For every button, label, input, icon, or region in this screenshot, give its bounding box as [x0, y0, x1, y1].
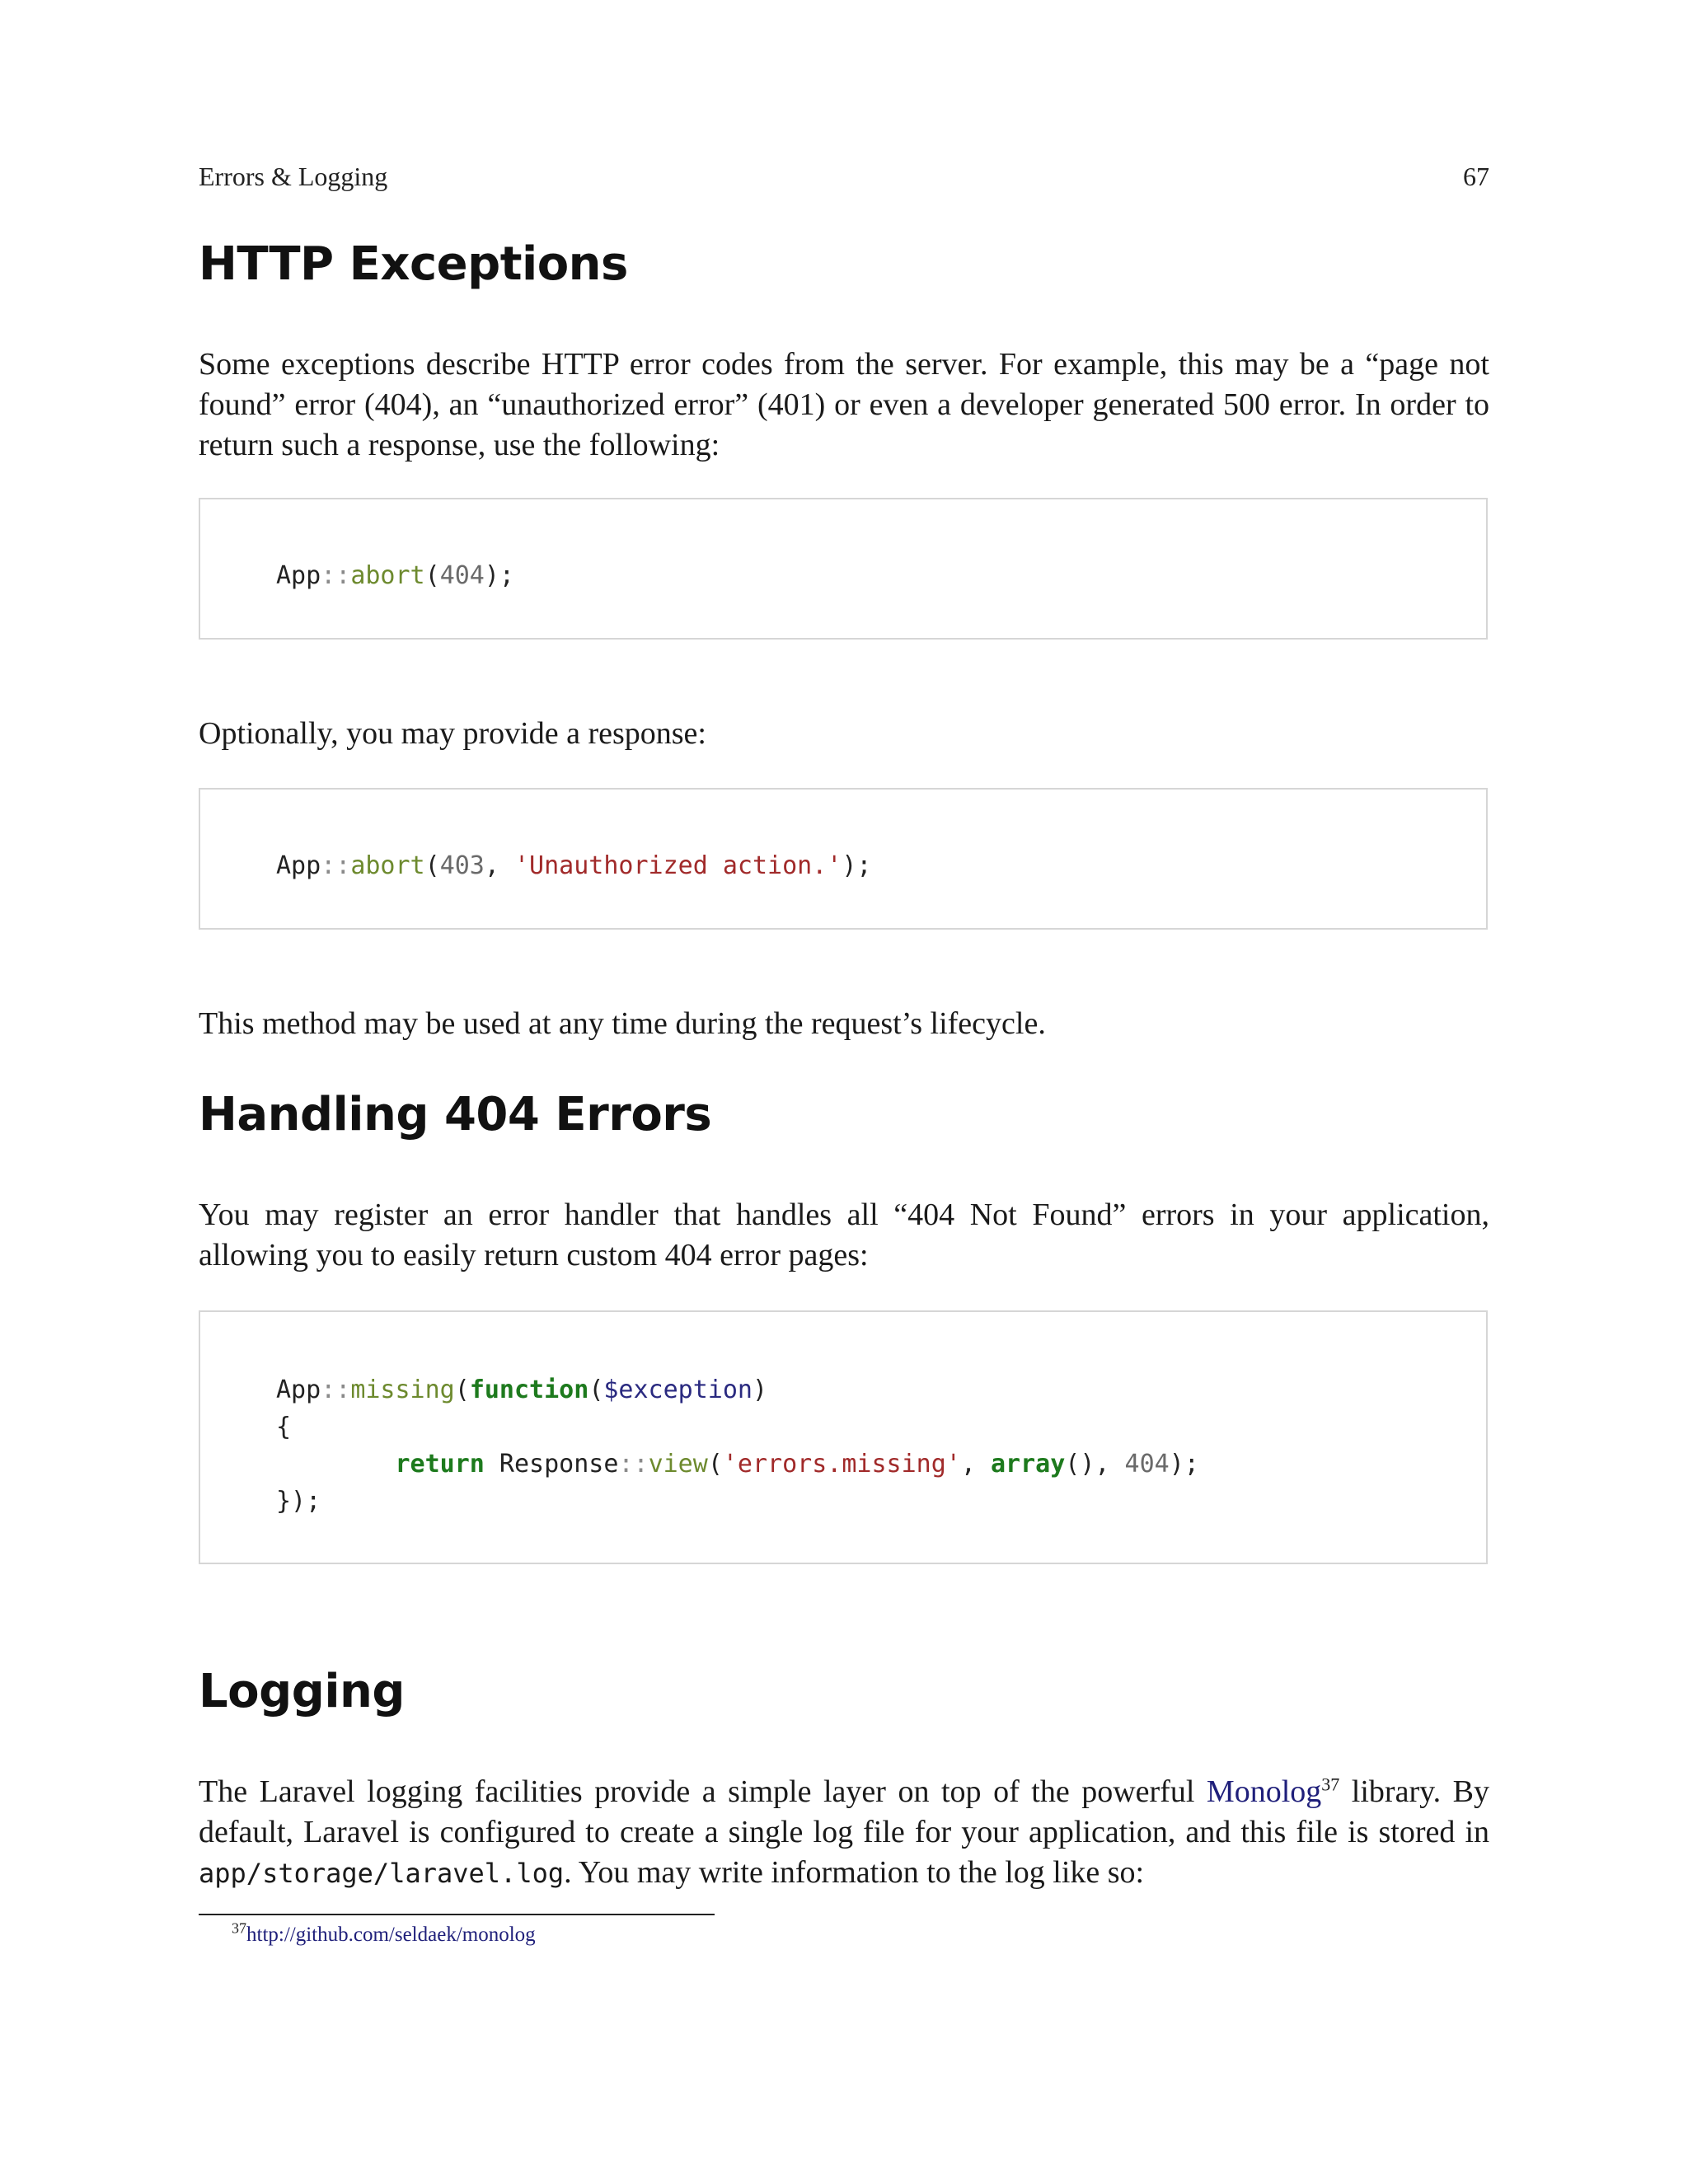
http-exceptions-intro: Some exceptions describe HTTP error codes from the server. For example, this may be a “page not found” error (404), an “unauthorized error” (401) or even a developer generated 500 error. In order to return such a response, use the following: — [199, 347, 1489, 462]
section-heading-handling-404: Handling 404 Errors — [199, 1088, 712, 1141]
monolog-link[interactable]: Monolog — [1206, 1774, 1322, 1809]
inline-code-log-path: app/storage/laravel.log — [199, 1858, 565, 1889]
code-line: App::abort(403, 'Unauthorized action.'); — [276, 851, 872, 880]
footnote-url-link[interactable]: http://github.com/seldaek/monolog — [246, 1924, 536, 1946]
code-lines: App::missing(function($exception) { return Response::view('errors.missing', array(), 404); }); — [276, 1376, 1199, 1516]
logging-intro: The Laravel logging facilities provide a simple layer on top of the powerful Monolog$^{37}$ library. By default, Laravel is configured to create a single log file for your application, and this file is stored in app/storage/laravel.log. You may write information to the log like so: — [199, 1774, 1490, 1890]
footnote-number: 37 — [232, 1919, 246, 1937]
section-heading-logging: Logging — [199, 1665, 405, 1718]
lifecycle-note: This method may be used at any time during the request’s lifecycle. — [199, 1006, 1046, 1041]
handling-404-intro: You may register an error handler that handles all “404 Not Found” errors in your application, allowing you to easily return custom 404 error pages: — [199, 1197, 1489, 1272]
code-block-abort-404 — [199, 498, 1488, 640]
running-header — [199, 162, 1489, 192]
code-block-missing-handler — [199, 1310, 1488, 1564]
chapter-title: Errors & Logging — [199, 162, 388, 191]
footnote-ref[interactable]: 37 — [1321, 1774, 1340, 1795]
code-block-abort-403 — [199, 788, 1488, 930]
code-line: App::abort(404); — [276, 561, 514, 590]
footnote-divider — [199, 1914, 715, 1915]
section-heading-http-exceptions: HTTP Exceptions — [199, 237, 628, 291]
page-number: 67 — [1463, 162, 1489, 191]
optional-response-text: Optionally, you may provide a response: — [199, 716, 706, 751]
footnote-37 — [232, 1919, 536, 1947]
